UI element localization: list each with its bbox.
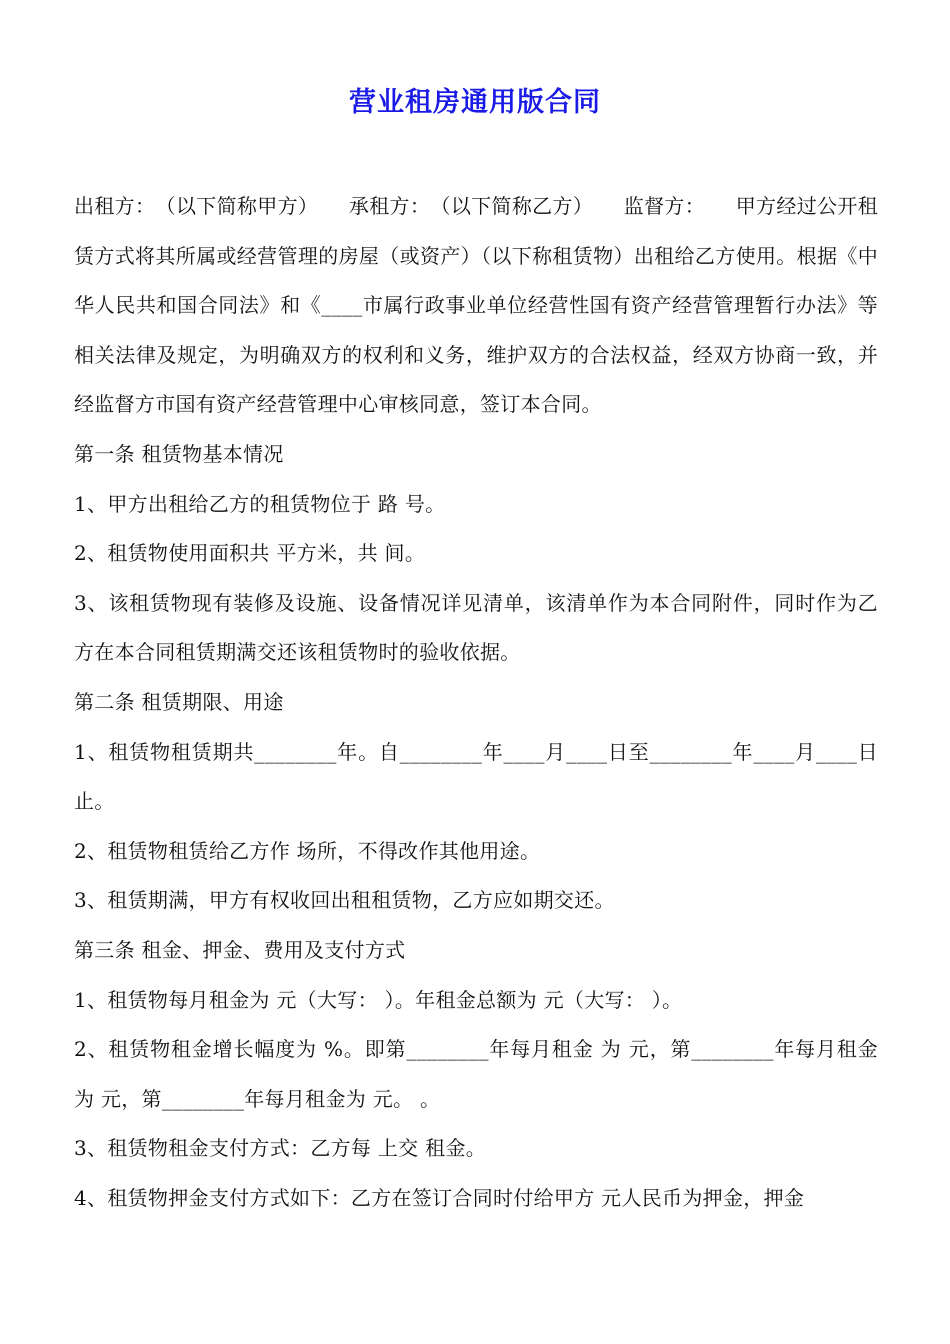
clause-paragraph: 1、甲方出租给乙方的租赁物位于 路 号。 xyxy=(74,491,446,516)
clause-paragraph: 1、租赁物租赁期共________年。自________年____月____日至________年____月____日止。 xyxy=(74,739,878,814)
clause-paragraph: 3、该租赁物现有装修及设施、设备情况详见清单，该清单作为本合同附件，同时作为乙方在本合同租赁期满交还该租赁物时的验收依据。 xyxy=(74,590,878,665)
clause-paragraph: 4、租赁物押金支付方式如下：乙方在签订合同时付给甲方 元人民币为押金，押金 xyxy=(74,1185,805,1210)
document-title: 营业租房通用版合同 xyxy=(349,87,601,118)
clause-paragraph: 3、租赁物租金支付方式：乙方每 上交 租金。 xyxy=(74,1136,487,1161)
article-heading: 第三条 租金、押金、费用及支付方式 xyxy=(74,937,406,962)
clause-paragraph: 2、租赁物租赁给乙方作 场所，不得改作其他用途。 xyxy=(74,838,541,863)
clause-paragraph: 2、租赁物使用面积共 平方米，共 间。 xyxy=(74,541,426,566)
document-body xyxy=(74,182,878,1223)
preamble-paragraph: 出租方： （以下简称甲方） 承租方： （以下简称乙方） 监督方： 甲方经过公开租赁方式将其所属或经营管理的房屋（或资产）（以下称租赁物）出租给乙方使用。根据《中华人民共和国合同法》和《____市属行政事业单位经营性国有资产经营管理暂行办法》等相关法律及规定，为明确双方的权利和义务，维护双方的合法权益，经双方协商一致，并经监督方市国有资产经营管理中心审核同意，签订本合同。 xyxy=(74,194,878,417)
clause-paragraph: 3、租赁期满，甲方有权收回出租租赁物，乙方应如期交还。 xyxy=(74,888,615,913)
clause-paragraph: 1、租赁物每月租金为 元（大写： ）。年租金总额为 元（大写： ）。 xyxy=(74,987,683,1012)
article-heading: 第一条 租赁物基本情况 xyxy=(74,441,284,466)
clause-paragraph: 2、租赁物租金增长幅度为 %。即第________年每月租金 为 元，第________年每月租金为 元，第________年每月租金为 元。 。 xyxy=(74,1037,878,1111)
article-heading: 第二条 租赁期限、用途 xyxy=(74,689,284,714)
